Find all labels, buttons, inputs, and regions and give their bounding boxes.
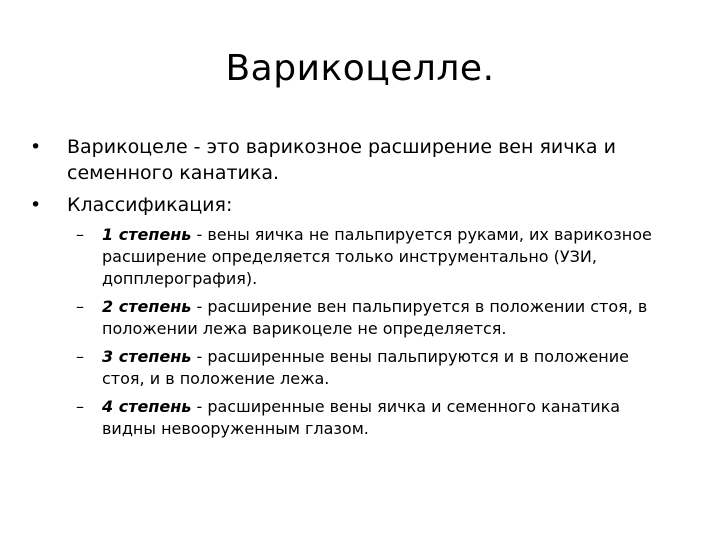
slide-content — [30, 134, 670, 446]
classification-item-4 — [30, 396, 662, 440]
dash-marker: – — [76, 225, 84, 244]
classification-item-2 — [30, 296, 662, 340]
degree-label: 2 степень — [102, 297, 192, 316]
dash-marker: – — [76, 397, 84, 416]
bullet-text: Классификация: — [67, 194, 233, 216]
bullet-marker: • — [30, 136, 42, 158]
bullet-text: Варикоцеле - это варикозное расширение вен яичка и семенного канатика. — [67, 136, 616, 184]
degree-description: - расширенные вены пальпируются и в положение стоя, и в положение лежа. — [102, 347, 629, 388]
classification-list — [30, 224, 670, 440]
classification-item-3 — [30, 346, 662, 390]
degree-label: 1 степень — [102, 225, 192, 244]
degree-description: - расширенные вены яичка и семенного канатика видны невооруженным глазом. — [102, 397, 621, 438]
slide-title: Варикоцелле. — [225, 48, 495, 89]
classification-item-1 — [30, 224, 662, 290]
degree-description: - расширение вен пальпируется в положении стоя, в положении лежа варикоцеле не определяется. — [102, 297, 648, 338]
bullet-marker: • — [30, 194, 42, 216]
degree-label: 3 степень — [102, 347, 192, 366]
dash-marker: – — [76, 347, 84, 366]
bullet-classification — [30, 192, 670, 218]
dash-marker: – — [76, 297, 84, 316]
degree-description: - вены яичка не пальпируется руками, их варикозное расширение определяется только инструментально (УЗИ, допплерография). — [102, 225, 652, 288]
degree-label: 4 степень — [102, 397, 192, 416]
bullet-definition — [30, 134, 670, 186]
